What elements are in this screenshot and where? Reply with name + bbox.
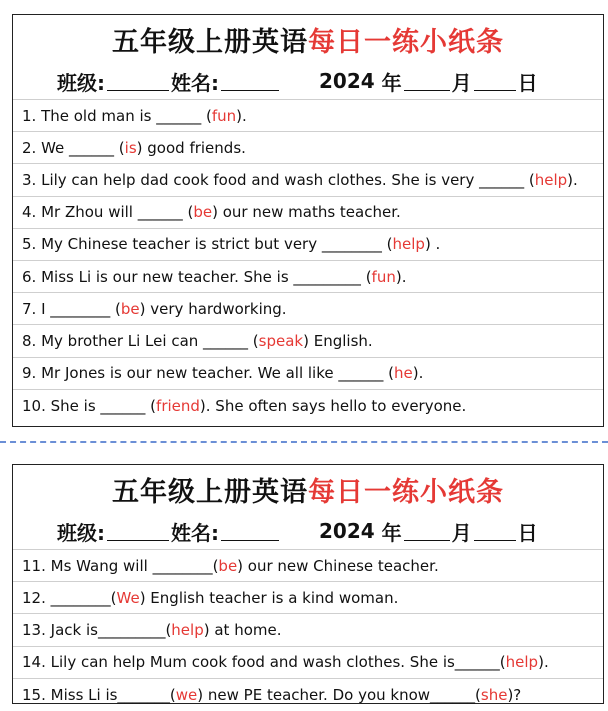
exercise-row: 6. Miss Li is our new teacher. She is _________ ( fun ). [13, 261, 603, 293]
month-unit: 月 [451, 520, 472, 545]
word-hint: speak [258, 331, 304, 350]
title-red: 每日一练小纸条 [308, 26, 504, 58]
word-hint: is [124, 138, 137, 157]
class-blank [107, 522, 169, 541]
exercise-row: 1. The old man is ______ ( fun ). [13, 100, 603, 132]
class-label: 班级: [57, 70, 105, 95]
day-unit: 日 [517, 520, 538, 545]
cut-line-divider [0, 441, 608, 443]
exercise-row: 8. My brother Li Lei can ______ ( speak ) English. [13, 325, 603, 357]
word-hint: be [218, 556, 238, 575]
class-blank [107, 72, 169, 91]
word-hint: fun [371, 267, 396, 286]
name-blank [221, 522, 279, 541]
exercise-row: 14. Lily can help Mum cook food and wash clothes. She is______( help ). [13, 647, 603, 679]
student-info-line [13, 63, 603, 100]
exercise-list [13, 100, 603, 422]
name-label: 姓名: [171, 520, 219, 545]
month-blank [404, 522, 450, 541]
worksheet-card-1 [12, 14, 604, 427]
year-unit: 年 [381, 520, 402, 545]
exercise-row: 7. I ________ ( be ) very hardworking. [13, 293, 603, 325]
day-blank [474, 72, 516, 91]
worksheet-title [13, 465, 603, 513]
class-label: 班级: [57, 520, 105, 545]
word-hint: she [480, 685, 508, 704]
word-hint: help [171, 620, 204, 639]
year-value: 2024 [319, 519, 375, 543]
title-red: 每日一练小纸条 [308, 476, 504, 508]
word-hint: be [120, 299, 140, 318]
word-hint: help [392, 235, 425, 254]
day-unit: 日 [517, 70, 538, 95]
word-hint: he [394, 364, 413, 383]
word-hint: we [175, 685, 198, 704]
exercise-row: 9. Mr Jones is our new teacher. We all like ______ ( he ). [13, 358, 603, 390]
word-hint: We [116, 588, 140, 607]
word-hint: be [193, 203, 213, 222]
student-info-line [13, 513, 603, 550]
worksheet-title [13, 15, 603, 63]
month-blank [404, 72, 450, 91]
word-hint: help [505, 653, 539, 672]
year-value: 2024 [319, 69, 375, 93]
title-black: 五年级上册英语 [112, 26, 308, 58]
title-black: 五年级上册英语 [112, 476, 308, 508]
exercise-row: 11. Ms Wang will ________( be ) our new Chinese teacher. [13, 550, 603, 582]
exercise-row: 12. ________( We ) English teacher is a kind woman. [13, 582, 603, 614]
exercise-list [13, 550, 603, 711]
worksheet-card-2 [12, 464, 604, 704]
name-label: 姓名: [171, 70, 219, 95]
exercise-row: 2. We ______ ( is ) good friends. [13, 132, 603, 164]
exercise-row: 3. Lily can help dad cook food and wash clothes. She is very ______ ( help ). [13, 164, 603, 196]
word-hint: help [534, 170, 568, 189]
exercise-row: 10. She is ______ ( friend ). She often says hello to everyone. [22, 396, 467, 415]
name-blank [221, 72, 279, 91]
word-hint: friend [156, 396, 200, 415]
word-hint: fun [211, 106, 237, 125]
year-unit: 年 [381, 70, 402, 95]
month-unit: 月 [451, 70, 472, 95]
day-blank [474, 522, 516, 541]
exercise-row: 15. Miss Li is_______( we ) new PE teacher. Do you know______( she )? [22, 685, 522, 704]
exercise-row: 5. My Chinese teacher is strict but very ________ ( help ) . [13, 229, 603, 261]
exercise-row: 13. Jack is_________( help ) at home. [13, 614, 603, 646]
exercise-row: 4. Mr Zhou will ______ ( be ) our new maths teacher. [13, 197, 603, 229]
